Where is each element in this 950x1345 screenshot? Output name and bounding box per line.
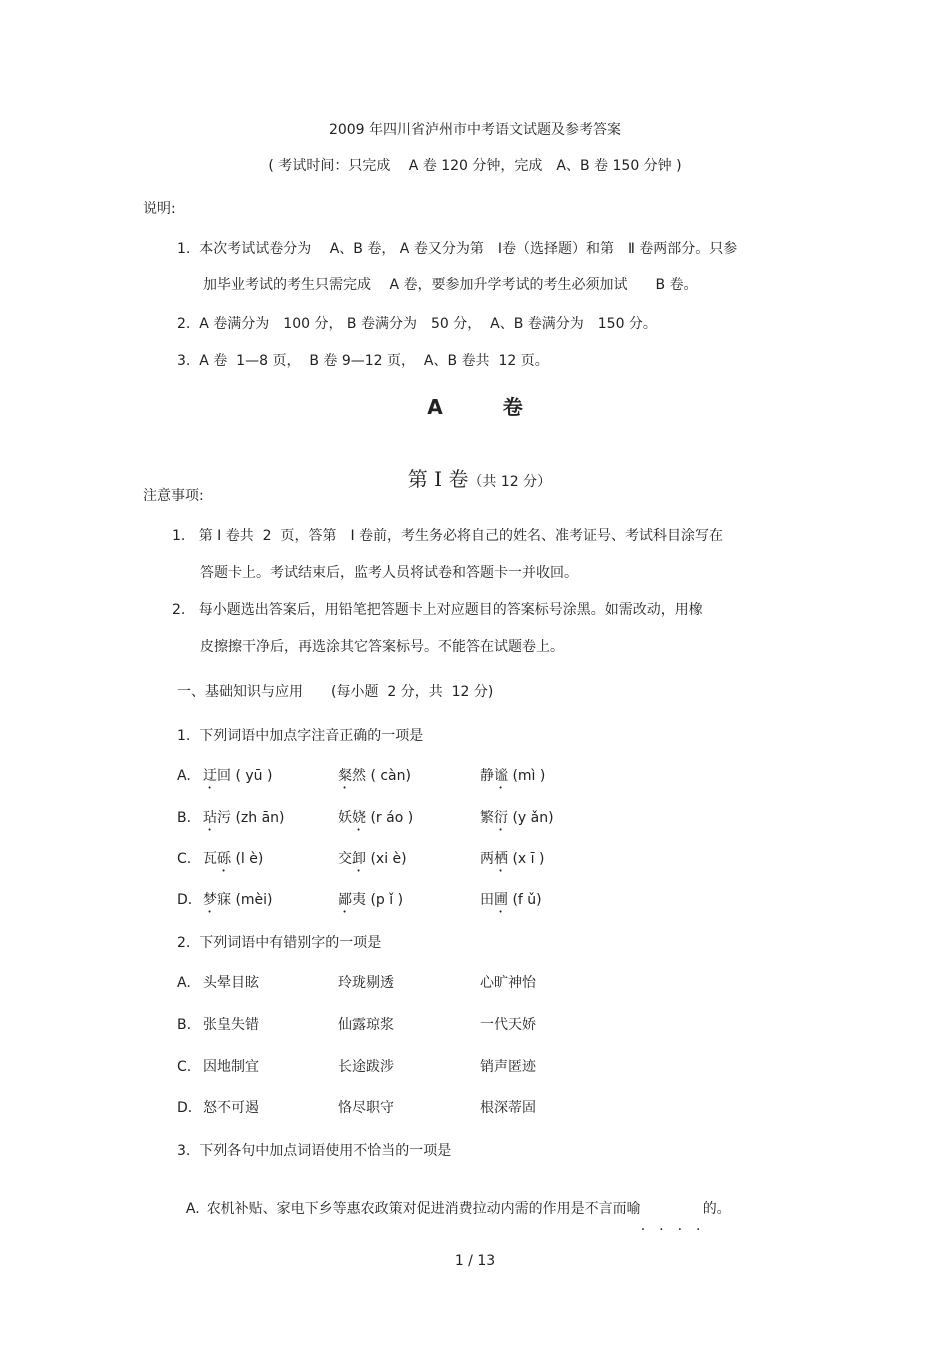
note-3: 3. A 卷 1—8 页， B 卷 9—12 页， A、B 卷共 12 页。 — [177, 353, 549, 369]
attention-1: 1. 第 I 卷共 2 页，答第 I 卷前，考生务必将自己的姓名、准考证号、考试科目涂写在 — [172, 528, 724, 544]
q2-stem: 2. 下列词语中有错别字的一项是 — [177, 935, 382, 951]
q2-option-term: 张皇失错 — [203, 1017, 259, 1033]
q3-stem: 3. 下列各句中加点词语使用不恰当的一项是 — [177, 1143, 452, 1159]
q1-option-label: A. — [177, 768, 191, 784]
q2-option-term: 因地制宜 — [203, 1059, 259, 1075]
q1-option-term — [480, 809, 554, 834]
q1-option-term — [338, 891, 403, 916]
term-suffix: (x ī ) — [508, 851, 545, 867]
term-prefix: 静 — [480, 768, 494, 784]
note-1: 1. 本次考试试卷分为 A、B 卷， A 卷又分为第 Ⅰ卷（选择题）和第 Ⅱ 卷两部分。只参 — [177, 241, 738, 257]
q1-option-term — [203, 809, 285, 834]
section-a-heading: A 卷 — [427, 395, 523, 419]
q2-option-label: B. — [177, 1017, 192, 1033]
term-prefix: 妖 — [338, 810, 352, 826]
q1-option-term — [338, 767, 411, 792]
attention-1-cont: 答题卡上。考试结束后，监考人员将试卷和答题卡一并收回。 — [200, 565, 578, 581]
dotted-character: 鄙 — [338, 892, 352, 908]
dotted-character: 迂 — [203, 768, 217, 784]
term-suffix: (mì ) — [508, 768, 546, 784]
dotted-character: 娆 — [352, 810, 366, 826]
attention-2: 2. 每小题选出答案后，用铅笔把答题卡上对应题目的答案标号涂黑。如需改动，用橡 — [172, 602, 703, 618]
doc-title: 2009 年四川省泸州市中考语文试题及参考答案 — [328, 122, 622, 138]
dotted-character: 栖 — [494, 851, 508, 867]
term-suffix: (r áo ) — [366, 810, 414, 826]
q1-option-term — [203, 767, 272, 792]
q1-option-label: C. — [177, 851, 192, 867]
term-prefix: 交 — [338, 851, 352, 867]
notes-heading: 说明: — [143, 201, 176, 217]
q3-option-a-label: A. — [185, 1201, 200, 1217]
term-suffix: 夷 (p ǐ ) — [352, 892, 404, 908]
dotted-character: 圃 — [494, 892, 508, 908]
q2-option-term: 销声匿迹 — [480, 1059, 536, 1075]
q2-option-label: C. — [177, 1059, 192, 1075]
term-prefix: 繁 — [480, 810, 494, 826]
q3-option-a: A. 农机补贴、家电下乡等惠农政策对促进消费拉动内需的作用是不言而喻 ···· 的。 — [185, 1201, 731, 1238]
dotted-character: 谧 — [494, 768, 508, 784]
term-prefix: 两 — [480, 851, 494, 867]
doc-subtitle: ( 考试时间：只完成 A 卷 120 分钟，完成 A、B 卷 150 分钟 ) — [268, 158, 682, 174]
q2-option-term: 怒不可遏 — [203, 1100, 259, 1116]
q1-option-term — [480, 767, 545, 792]
attention-heading: 注意事项: — [143, 488, 204, 504]
q1-option-label: B. — [177, 810, 192, 826]
term-suffix: 然 ( càn) — [352, 768, 411, 784]
q2-option-label: D. — [177, 1100, 193, 1116]
q2-option-term: 心旷神怡 — [480, 975, 536, 991]
term-suffix: 污 (zh ān) — [217, 810, 285, 826]
term-suffix: (l è) — [231, 851, 264, 867]
note-1-cont: 加毕业考试的考生只需完成 A 卷，要参加升学考试的考生必须加试 B 卷。 — [203, 277, 698, 293]
q1-option-term — [203, 850, 263, 875]
term-suffix: (f ǔ) — [508, 892, 542, 908]
page-number: 1 / 13 — [454, 1253, 496, 1269]
dotted-character: 梦 — [203, 892, 217, 908]
q2-option-term: 玲珑剔透 — [338, 975, 394, 991]
q1-stem: 1. 下列词语中加点字注音正确的一项是 — [177, 728, 424, 744]
term-suffix: (y ǎn) — [508, 810, 554, 826]
term-suffix: (xi è) — [366, 851, 407, 867]
q3-option-a-text: 农机补贴、家电下乡等惠农政策对促进消费拉动内需的作用是不言而喻 — [206, 1201, 641, 1217]
q1-option-label: D. — [177, 892, 193, 908]
note-2: 2. A 卷满分为 100 分， B 卷满分为 50 分， A、B 卷满分为 150 分。 — [177, 316, 657, 332]
term-prefix: 田 — [480, 892, 494, 908]
q1-option-term — [338, 809, 413, 834]
dotted-character: 粲 — [338, 768, 352, 784]
q2-option-term: 一代天娇 — [480, 1017, 536, 1033]
part1-title: 第 I 卷 — [407, 467, 469, 491]
dotted-character: 卸 — [352, 851, 366, 867]
term-suffix: 寐 (mèi) — [217, 892, 273, 908]
q1-option-term — [338, 850, 407, 875]
q3-option-a-end: 的。 — [702, 1201, 731, 1217]
q2-option-term: 仙露琼浆 — [338, 1017, 394, 1033]
section1-heading: 一、基础知识与应用 (每小题 2 分，共 12 分) — [177, 684, 494, 700]
dotted-character: 衍 — [494, 810, 508, 826]
q1-option-term — [480, 891, 542, 916]
q2-option-term: 头晕目眩 — [203, 975, 259, 991]
q2-option-term: 恪尽职守 — [338, 1100, 394, 1116]
q2-option-term: 根深蒂固 — [480, 1100, 536, 1116]
attention-2-cont: 皮擦擦干净后，再选涂其它答案标号。不能答在试题卷上。 — [200, 639, 564, 655]
dotted-character: 玷 — [203, 810, 217, 826]
q1-option-term — [480, 850, 544, 875]
q1-option-term — [203, 891, 273, 916]
dotted-character: 砾 — [217, 851, 231, 867]
term-suffix: 回 ( yū ) — [217, 768, 273, 784]
term-prefix: 瓦 — [203, 851, 217, 867]
q2-option-label: A. — [177, 975, 191, 991]
part1-score: （共 12 分） — [468, 474, 552, 490]
q2-option-term: 长途跋涉 — [338, 1059, 394, 1075]
